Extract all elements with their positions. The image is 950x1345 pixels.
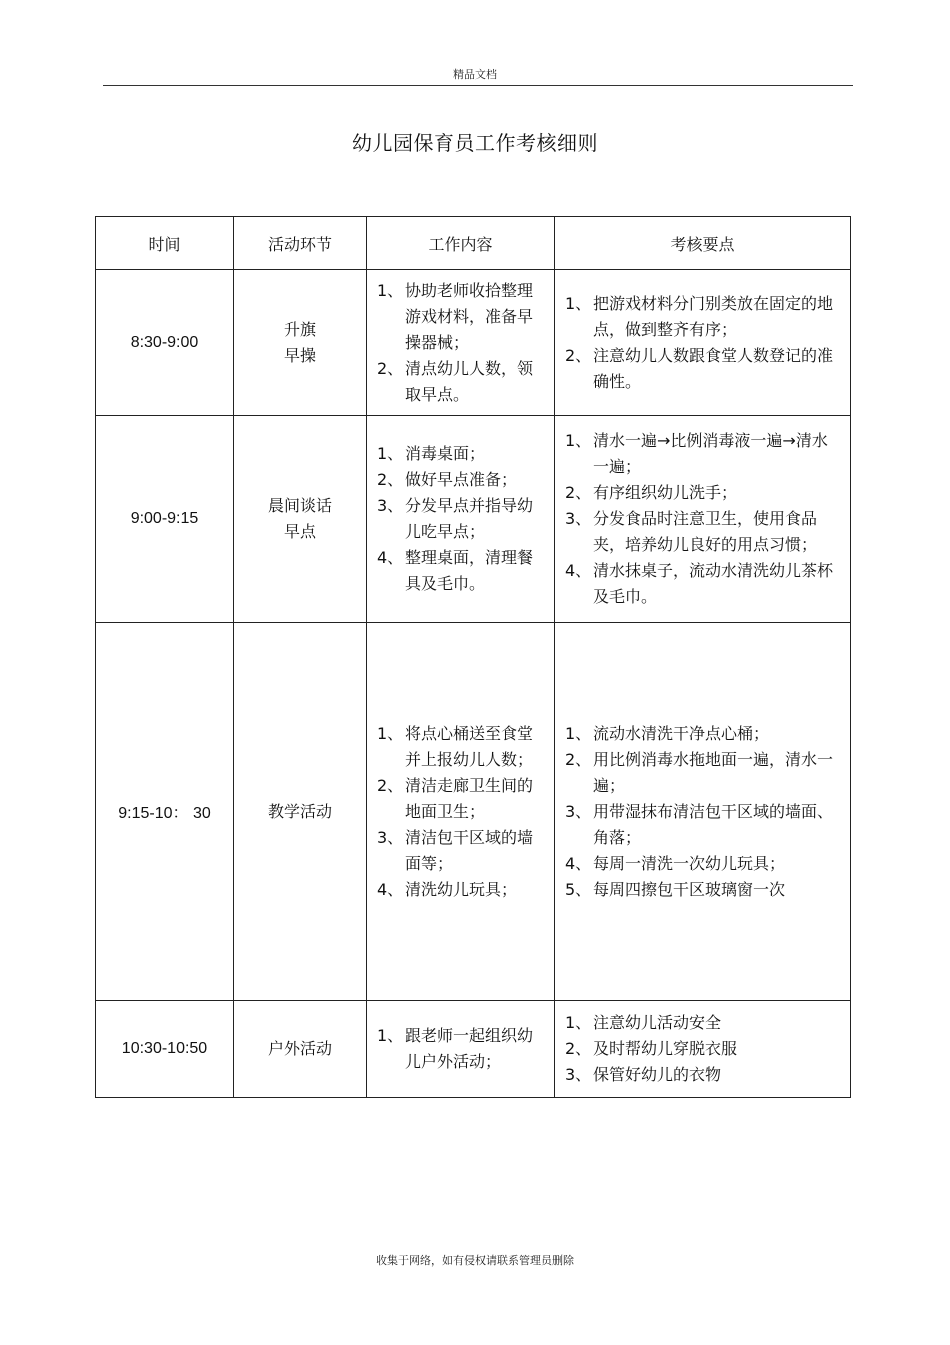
list-item	[377, 278, 546, 356]
item-text: 及时帮幼儿穿脱衣服	[593, 1039, 738, 1058]
activity-cell	[234, 1001, 367, 1098]
list-item	[565, 558, 842, 610]
list-item	[565, 877, 842, 903]
item-text: 注意幼儿活动安全	[593, 1013, 722, 1032]
item-text: 清洁走廊卫生间的地面卫生；	[405, 775, 534, 821]
activity-label: 早操	[283, 345, 316, 365]
header-divider	[103, 85, 853, 86]
item-text: 注意幼儿人数跟食堂人数登记的准确性。	[593, 345, 834, 391]
points-cell	[555, 623, 851, 1001]
activity-label: 早点	[283, 522, 316, 541]
item-text: 每周一清洗一次幼儿玩具；	[593, 853, 786, 873]
item-text: 做好早点准备；	[405, 470, 518, 489]
item-number: 2、	[377, 775, 404, 795]
column-header-time: 时间	[96, 217, 234, 270]
list-item	[565, 291, 842, 343]
page-header: 精品文档	[453, 68, 497, 81]
item-number: 1、	[377, 280, 404, 300]
item-text: 把游戏材料分门别类放在固定的地点，做到整齐有序；	[593, 293, 834, 339]
item-number: 4、	[565, 853, 592, 873]
list-item	[565, 1010, 842, 1036]
item-number: 3、	[565, 1065, 592, 1084]
item-number: 4、	[377, 548, 404, 567]
content-list	[377, 1023, 546, 1075]
list-item	[565, 1036, 842, 1062]
column-header-points: 考核要点	[555, 217, 851, 270]
activity-label: 晨间谈话	[267, 496, 332, 515]
content-cell	[367, 1001, 555, 1098]
list-item	[377, 467, 546, 493]
list-item	[565, 506, 842, 558]
item-number: 2、	[565, 483, 592, 502]
column-header-content: 工作内容	[367, 217, 555, 270]
item-number: 1、	[377, 444, 404, 463]
list-item	[565, 480, 842, 506]
item-number: 1、	[565, 431, 592, 450]
content-cell	[367, 416, 555, 623]
item-text: 分发食品时注意卫生，使用食品夹，培养幼儿良好的用点习惯；	[593, 509, 818, 554]
item-text: 协助老师收拾整理游戏材料，准备早操器械；	[405, 280, 534, 352]
time-cell: 10:30-10:50	[96, 1001, 234, 1098]
content-list	[377, 721, 546, 903]
item-text: 清点幼儿人数，领取早点。	[405, 358, 534, 404]
page-footer: 收集于网络，如有侵权请联系管理员删除	[376, 1254, 574, 1267]
list-item	[377, 356, 546, 408]
time-cell: 8:30-9:00	[96, 270, 234, 416]
list-item	[565, 851, 842, 877]
list-item	[565, 721, 842, 747]
item-text: 每周四擦包干区玻璃窗一次	[593, 879, 786, 899]
table-row	[96, 270, 851, 416]
list-item	[377, 545, 546, 597]
points-list	[565, 1010, 842, 1088]
item-number: 3、	[377, 827, 404, 847]
item-text: 清洗幼儿玩具；	[405, 879, 518, 899]
item-text: 流动水清洗干净点心桶；	[593, 723, 770, 743]
activity-cell	[234, 623, 367, 1001]
time-cell: 9:00-9:15	[96, 416, 234, 623]
points-cell	[555, 416, 851, 623]
points-list	[565, 428, 842, 610]
activity-label: 教学活动	[267, 801, 332, 821]
column-header-activity: 活动环节	[234, 217, 367, 270]
item-number: 4、	[377, 879, 404, 899]
item-number: 2、	[377, 358, 404, 378]
item-text: 用比例消毒水拖地面一遍，清水一遍；	[593, 749, 834, 795]
table-row	[96, 623, 851, 1001]
item-number: 3、	[565, 801, 592, 821]
item-text: 分发早点并指导幼儿吃早点；	[405, 496, 534, 541]
list-item	[377, 1023, 546, 1075]
item-text: 有序组织幼儿洗手；	[593, 483, 738, 502]
activity-label: 户外活动	[267, 1039, 332, 1058]
item-number: 1、	[565, 293, 592, 313]
item-text: 保管好幼儿的衣物	[593, 1065, 722, 1084]
list-item	[565, 1062, 842, 1088]
list-item	[565, 799, 842, 851]
content-cell	[367, 623, 555, 1001]
table-header-row	[96, 217, 851, 270]
item-number: 1、	[565, 723, 592, 743]
item-number: 2、	[565, 749, 592, 769]
list-item	[377, 721, 546, 773]
item-number: 2、	[377, 470, 404, 489]
list-item	[377, 877, 546, 903]
activity-label: 升旗	[283, 319, 316, 339]
list-item	[565, 343, 842, 395]
list-item	[377, 493, 546, 545]
points-cell	[555, 1001, 851, 1098]
item-number: 3、	[565, 509, 592, 528]
table-row	[96, 1001, 851, 1098]
item-number: 1、	[565, 1013, 592, 1032]
assessment-table	[95, 216, 851, 1098]
item-text: 用带湿抹布清洁包干区域的墙面、角落；	[593, 801, 834, 847]
list-item	[565, 428, 842, 480]
points-cell	[555, 270, 851, 416]
item-text: 将点心桶送至食堂并上报幼儿人数；	[405, 723, 534, 769]
list-item	[377, 441, 546, 467]
item-number: 2、	[565, 1039, 592, 1058]
points-list	[565, 721, 842, 903]
table-row	[96, 416, 851, 623]
list-item	[565, 747, 842, 799]
item-number: 4、	[565, 561, 592, 580]
item-number: 1、	[377, 723, 404, 743]
item-number: 2、	[565, 345, 592, 365]
content-cell	[367, 270, 555, 416]
item-number: 3、	[377, 496, 404, 515]
activity-cell	[234, 270, 367, 416]
item-text: 跟老师一起组织幼儿户外活动；	[405, 1026, 534, 1071]
item-number: 1、	[377, 1026, 404, 1045]
activity-cell	[234, 416, 367, 623]
item-number: 5、	[565, 879, 592, 899]
content-list	[377, 278, 546, 408]
item-text: 消毒桌面；	[405, 444, 486, 463]
points-list	[565, 291, 842, 395]
content-list	[377, 441, 546, 597]
time-cell: 9:15-10： 30	[96, 623, 234, 1001]
item-text: 整理桌面，清理餐具及毛巾。	[405, 548, 534, 593]
list-item	[377, 773, 546, 825]
document-title: 幼儿园保育员工作考核细则	[352, 131, 598, 155]
list-item	[377, 825, 546, 877]
item-text: 清水抹桌子，流动水清洗幼儿茶杯及毛巾。	[593, 561, 834, 606]
item-text: 清洁包干区域的墙面等；	[405, 827, 534, 873]
item-text: 清水一遍→比例消毒液一遍→清水一遍；	[593, 431, 828, 476]
